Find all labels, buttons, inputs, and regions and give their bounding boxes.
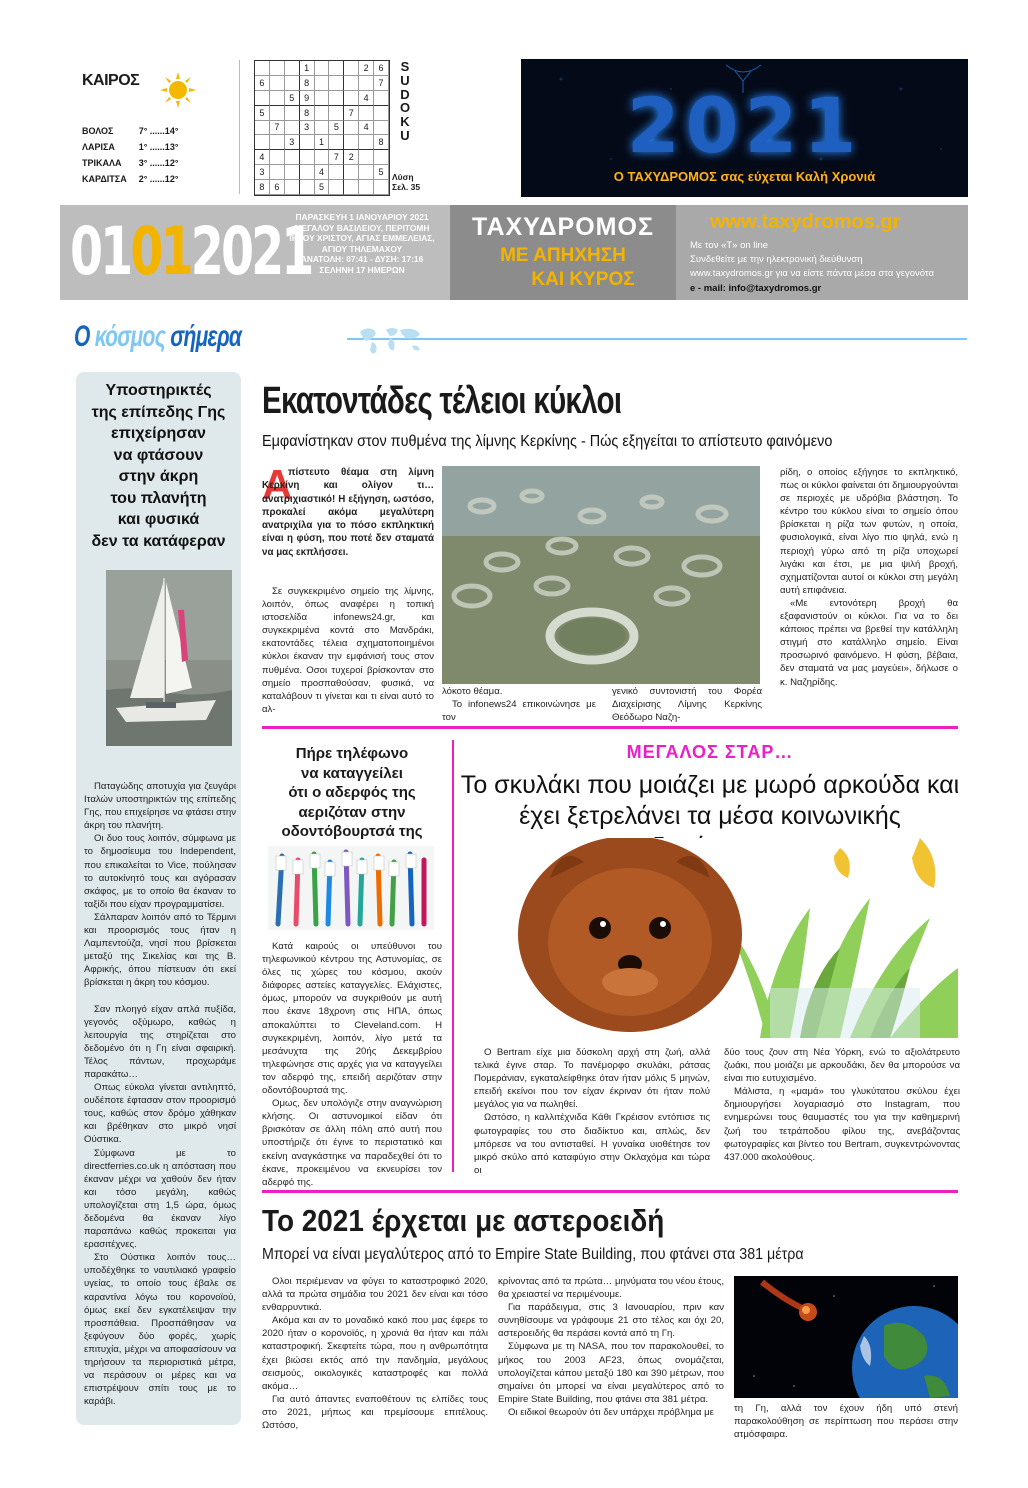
sudoku-cell <box>374 121 389 136</box>
sun-icon <box>160 72 196 108</box>
headline-line: να καταγγείλει <box>301 764 403 782</box>
weather-row <box>82 124 188 138</box>
sudoku-cell <box>329 106 344 121</box>
pomeranian-photo <box>510 838 958 1038</box>
sudoku-cell <box>285 165 300 180</box>
masthead-online-panel <box>676 205 968 300</box>
paragraph: Το infonews24 επικοινώνησε με τον <box>442 699 596 724</box>
headline-line: επιχείρησαν <box>111 425 206 442</box>
sudoku-cell <box>285 150 300 165</box>
lake-circles-photo <box>442 466 760 684</box>
slogan-line: ΜΕ ΑΠΗΧΗΣΗ <box>500 245 626 266</box>
paragraph: Παταγώδης αποτυχία για ζευγάρι Ιταλών υποστηρικτών της επίπεδης Γης, που επιχείρησε να φτάσει στην άκρη του πλανήτη. <box>84 781 236 832</box>
headline-line: Υποστηρικτές <box>105 382 212 399</box>
day-info-line: ΜΕΓΑΛΟΥ ΒΑΣΙΛΕΙΟΥ, ΠΕΡΙΤΟΜΗ <box>294 222 430 233</box>
sudoku-cell: 7 <box>329 150 344 165</box>
date-day: 01 <box>70 213 131 290</box>
headline-line: δεν τα κατάφεραν <box>91 532 226 550</box>
paragraph: Σύμφωνα με το directferries.co.uk η απόσταση που έκαναν μέχρι να χαθούν δεν ήταν και τόσο μεγάλη, καθώς υπολογίζεται στη 1,5 ώρα, όμως δεδομένα θα έκαναν λίγο παραπάνω καθώς προκειται για ερασιτέχνες. <box>84 1147 236 1251</box>
sudoku-cell: 7 <box>374 76 389 91</box>
article-column <box>262 1275 488 1432</box>
online-info <box>690 239 934 296</box>
weather-row <box>82 156 188 170</box>
paragraph: Σύμφωνα με τη NASA, που τον παρακολουθεί, το μήκος του 2003 AF23, όπως ονομάζεται, υπολογίζεται κάπου μεταξύ 180 και 390 μέτρων, που σημαίνει ότι μπορεί να είναι μεγαλύτερος από το Empire State Building, που φτάνει στα 381 μέτρα. <box>498 1341 724 1405</box>
new-year-banner <box>521 59 968 197</box>
article-column <box>474 1046 710 1177</box>
sudoku-cell <box>344 91 359 106</box>
sudoku-cell: 2 <box>359 61 374 76</box>
sudoku-cell <box>359 150 374 165</box>
sudoku-letter: D <box>400 86 410 102</box>
headline-line: και φυσικά <box>117 511 200 528</box>
article-lead: πίστευτο θέαμα στη λίμνη Κερκίνη και ολίγον τι… ανατριχιαστικό! Η εξήγηση, ωστόσο, προκαλεί ακόμα μεγαλύτερη ανατριχίλα για το πόσο εκπληκτική είναι η φύση, που ποτέ δεν σταματά να μας εκπλήσσει. <box>262 467 434 558</box>
sudoku-cell <box>344 165 359 180</box>
asteroid-earth-photo <box>734 1276 958 1398</box>
sudoku-cell <box>344 180 359 195</box>
sudoku-cell <box>300 180 315 195</box>
sudoku-cell <box>315 150 330 165</box>
sidebar-body <box>84 780 236 1408</box>
toothbrushes-photo <box>268 846 434 930</box>
sudoku-letter: U <box>400 72 410 88</box>
day-info-line: ΑΝΑΤΟΛΗ: 07:41 - ΔΥΣΗ: 17:16 <box>300 254 424 265</box>
section-title-part: σήμερα <box>170 320 242 353</box>
article-subheadline: Μπορεί να είναι μεγαλύτερος από το Empire State Building, που φτάνει στα 381 μέτρα <box>262 1246 804 1263</box>
sudoku-cell: 4 <box>359 91 374 106</box>
website-link[interactable]: www.taxydromos.gr <box>710 211 901 233</box>
day-info-line: ΣΕΛΗΝΗ 17 ΗΜΕΡΩΝ <box>319 264 405 275</box>
banner-caption: Ο ΤΑΧΥΔΡΟΜΟΣ σας εύχεται Καλή Χρονιά <box>613 169 876 184</box>
sudoku-cell: 6 <box>270 180 285 195</box>
paragraph: Σαν πλοηγό είχαν απλά πυξίδα, γεγονός οξύμωρο, καθώς η λειτουργία της στηρίζεται στο δεδομένο ότι η Γη είναι σφαιρική. Τέλος πάντων, προχωράμε παρακάτω… <box>84 1003 236 1080</box>
sudoku-cell <box>374 106 389 121</box>
sudoku-cell: 6 <box>255 76 270 91</box>
day-info-line: ΙΗΣΟΥ ΧΡΙΣΤΟΥ, ΑΓΙΑΣ ΕΜΜΕΛΕΙΑΣ, <box>289 233 435 244</box>
sudoku-cell: 9 <box>300 91 315 106</box>
headline-line: οδοντόβουρτσά της <box>281 823 423 840</box>
sudoku-letter: K <box>400 114 410 130</box>
weather-row <box>82 172 188 186</box>
headline-line: στην άκρη <box>118 468 199 485</box>
sudoku-cell <box>374 91 389 106</box>
article-headline: Το 2021 έρχεται με αστεροειδή <box>262 1203 665 1238</box>
section-divider <box>262 726 958 729</box>
weather-city: ΒΟΛΟΣ <box>82 126 114 136</box>
sudoku-cell <box>285 76 300 91</box>
weather-city: ΛΑΡΙΣΑ <box>82 142 115 152</box>
sudoku-cell: 8 <box>255 180 270 195</box>
sudoku-cell: 3 <box>285 135 300 150</box>
sudoku-cell <box>344 121 359 136</box>
drop-cap: Α <box>262 461 293 508</box>
sudoku-cell: 5 <box>255 106 270 121</box>
sudoku-cell <box>359 106 374 121</box>
paragraph: Οπως εύκολα γίνεται αντιληπτό, ουδέποτε έφτασαν στον προορισμό τους, καθώς στον δρόμο χάθηκαν και βρέθηκαν στο μικρό νησί Ούστικα. <box>84 1082 236 1146</box>
article-column <box>262 585 434 716</box>
day-info-line: ΠΑΡΑΣΚΕΥΗ 1 ΙΑΝΟΥΑΡΙΟΥ 2021 <box>295 212 429 222</box>
sudoku-solution-ref <box>392 172 420 192</box>
masthead-logo-panel <box>450 205 676 300</box>
sudoku-cell: 1 <box>300 61 315 76</box>
sudoku-cell <box>255 135 270 150</box>
sudoku-cell <box>359 165 374 180</box>
section-rule <box>347 338 967 340</box>
paragraph: Οι ειδικοί θεωρούν ότι δεν υπάρχει πρόβλημα με <box>508 1406 714 1418</box>
paragraph: Κατά καιρούς οι υπεύθυνοι του τηλεφωνικού κέντρου της Αστυνομίας, σε όλες τις χώρες του κόσμου, ακούν διάφορες αστείες καταγγελίες. Ελάχιστες, όμως, μπορούν να συγκριθούν με αυτή που έκανε 18χρονη στις ΗΠΑ, όπως αποκαλύπτει το Cleveland.com. Η συγκεκριμένη, λοιπόν, λίγο μετά τα μεσάνυχτα της 20ής Δεκεμβρίου τηλεφώνησε στις αρχές για να καταγγείλει τον αδερφό της, επειδή αεριζόταν στην οδοντόβουρτσά της. <box>262 941 442 1097</box>
sudoku-cell <box>329 61 344 76</box>
sudoku-cell <box>374 150 389 165</box>
sudoku-cell <box>255 61 270 76</box>
sudoku-cell <box>344 61 359 76</box>
paragraph: Ωστόσο, η καλλιτέχνιδα Κάθι Γκρέισον εντόπισε τις φωτογραφίες του στο διαδίκτυο και, απλώς, δεν μπόρεσε να του αντισταθεί. Η γυναίκα υιοθέτησε τον μικρό σκύλο από καταφύγιο στην Οκλαχόμα και τώρα οι <box>474 1112 710 1176</box>
article-body <box>262 940 442 1189</box>
sudoku-cell: 5 <box>374 165 389 180</box>
sudoku-label <box>398 60 412 143</box>
sudoku-cell <box>315 106 330 121</box>
article-headline <box>262 744 442 842</box>
sudoku-cell <box>344 135 359 150</box>
sudoku-cell <box>300 135 315 150</box>
headline-line: ότι ο αδερφός της <box>288 784 416 801</box>
email-link[interactable]: e - mail: info@taxydromos.gr <box>690 282 822 294</box>
paragraph: Ολοι περιέμεναν να φύγει το καταστροφικό 2020, αλλά τα πρώτα σημάδια του 2021 δεν είναι και τόσο ενθαρρυντικά. <box>262 1276 488 1314</box>
sudoku-cell: 4 <box>315 165 330 180</box>
sudoku-cell <box>255 91 270 106</box>
sudoku-cell <box>270 150 285 165</box>
headline-line: αεριζόταν στην <box>298 803 406 821</box>
sudoku-cell: 3 <box>255 165 270 180</box>
sudoku-cell <box>329 135 344 150</box>
masthead-date-panel <box>60 205 450 300</box>
paragraph: κρίνοντας από τα πρώτα… μηνύματα του νέου έτους, θα χρειαστεί να περιμένουμε. <box>498 1276 724 1301</box>
headline-line: Το σκυλάκι που μοιάζει με μωρό αρκούδα και <box>460 771 960 799</box>
sudoku-cell: 4 <box>255 150 270 165</box>
paragraph: Για αυτό άπαντες εναποθέτουν τις ελπίδες τους στο 2021, μήπως και πρεμίσουμε επιτέλους. Ωστόσο, <box>262 1393 488 1432</box>
paragraph: Ο Bertram είχε μια δύσκολη αρχή στη ζωή, αλλά τελικά έγινε σταρ. Το πανέμορφο σκυλάκι, ράτσας Πομεράνιαν, εγκαταλείφθηκε όταν ήταν μόλις 5 μηνών, επειδή εκείνοι που τον είχαν έκριναν ότι ήταν πολύ μεγάλος για να πωληθεί. <box>474 1047 710 1111</box>
weather-box <box>72 60 240 194</box>
sudoku-cell: 5 <box>329 121 344 136</box>
online-info-line: Συνδεθείτε με την ηλεκτρονική διεύθυνση <box>690 254 863 266</box>
sudoku-cell <box>315 91 330 106</box>
column-divider <box>452 740 454 1172</box>
sudoku-solution-page: Σελ. 35 <box>392 182 421 192</box>
paragraph: Ομως, δεν υπολόγιζε στην αναγνώριση κλήσης. Οι αστυνομικοί είδαν ότι βρισκόταν σε άλλη πόλη από αυτή που υποστήριζε ότι έγινε το περιστατικό και εκείνη αναγκάστηκε να παραδεχθεί ότι το έκανε, προκειμένου να εκνευρίσει τον αδερφό της. <box>262 1098 442 1188</box>
weather-range: 2° ......12° <box>138 174 179 184</box>
sudoku-cell <box>359 135 374 150</box>
article-column <box>612 685 762 724</box>
article-column <box>734 1402 958 1441</box>
paragraph: Στο Ούστικα λοιπόν τους… υποδέχθηκε το ναυτιλιακό γραφείο υγείας, το οποίο τους έβαλε σε καραντίνα λόγω του κορονοϊού, όμως εκεί δεν εγκατέλειψαν την προσπάθεια. Προσπάθησαν να ξεφύγουν δύο φορές, χωρίς επιτυχία, μέχρι να αποφασίσουν να τηρήσουν τα περιοριστικά μέτρα, να περάσουν οι μέρες και να επιστρέψουν σπίτι τους με το καράβι. <box>84 1252 236 1408</box>
sudoku-cell <box>285 180 300 195</box>
newspaper-name: ΤΑΧΥΔΡΟΜΟΣ <box>472 213 654 241</box>
paragraph: Σε συγκεκριμένο σημείο της λίμνης, λοιπόν, όπως αναφέρει η τοπική ιστοσελίδα infonews24.gr, και συγκεκριμένα κοντά στο Μανδράκι, εκατοντάδες τέλεια σχηματοποιημένοι κύκλοι έκαναν την εμφάνισή τους στον πυθμένα. Οσοι τυχεροί βρίσκονταν στο σημείο προσπαθούσαν, φυσικά, να καταλάβουν τι γίνεται και τι είναι αυτό το αλ- <box>262 586 434 715</box>
article-column <box>724 1046 960 1164</box>
day-info-line: ΑΓΙΟΥ ΤΗΛΕΜΑΧΟΥ <box>321 243 403 254</box>
section-divider <box>262 1190 958 1193</box>
weather-range: 3° ......12° <box>138 158 179 168</box>
sudoku-cell <box>285 61 300 76</box>
sudoku-cell <box>315 61 330 76</box>
slogan-line: ΚΑΙ ΚΥΡΟΣ <box>531 269 635 290</box>
sudoku-letter: S <box>400 59 410 74</box>
sudoku-cell <box>285 106 300 121</box>
sudoku-cell <box>270 165 285 180</box>
headline-line: να φτάσουν <box>113 446 204 464</box>
date-year: 2021 <box>190 213 312 290</box>
paragraph: δύο τους ζουν στη Νέα Υόρκη, ενώ το αξιολάτρευτο ζωάκι, που μοιάζει με αρκουδάκι, δεν θα μπορούσε να είναι πιο ευτυχισμένο. <box>724 1047 960 1085</box>
section-header <box>72 314 968 358</box>
online-info-line: Με τον «Τ» on line <box>690 240 769 251</box>
weather-range: 1° ......13° <box>138 142 179 152</box>
paragraph: Οι δυο τους λοιπόν, σύμφωνα με το δημοσίευμα του Independent, που επικαλείται το Vice, πούλησαν το αυτοκίνητό τους και αγόρασαν σκάφος, με το οποίο θα έκαναν το ταξίδι που είχαν προγραμματίσει. <box>84 833 236 910</box>
paragraph: Μάλιστα, η «μαμά» του γλυκύτατου σκύλου έχει δημιουργήσει λογαριασμό στο Instagram, που ενημερώνει τους θαυμαστές του για την καθημερινή ζωή του τετράποδου φίλου της, ανεβάζοντας φωτογραφίες και βίντεο του Bertram, συγκεντρώνοντας 437.000 ακολούθους. <box>724 1086 960 1163</box>
paragraph: γενικό συντονιστή του Φορέα Διαχείρισης Λίμνης Κερκίνης Θεόδωρο Ναζη- <box>612 686 762 724</box>
headline-line: της επίπεδης Γης <box>91 403 226 421</box>
paragraph: ρίδη, ο οποίος εξήγησε το εκπληκτικό, πως οι κύκλοι φαίνεται ότι δημιουργούνται σε περιοχές με υδρόβια βλάστηση. Το κέντρο του κύκλου είναι το σημείο όπου βρίσκεται η ρίζα των φυτών, η οποία, φυσιολογικά, είναι λίγο πιο ψηλά, ενώ η περιοχή γύρω από τη ρίζα υποχωρεί λιγάκι και έτσι, με μια ψιλή βροχή, σχηματίζονται αυτοί οι κύκλοι στη μεγάλη αυτή επιφάνεια. <box>780 467 958 596</box>
sudoku-cell <box>300 165 315 180</box>
weather-city: ΤΡΙΚΑΛΑ <box>82 158 122 168</box>
sudoku-cell <box>270 61 285 76</box>
paragraph: «Με εντονότερη βροχή θα εξαφανιστούν οι κύκλοι. Για να το δει κάποιος πρέπει να βρεθεί την κατάλληλη στιγμή στο κατάλληλο σημείο. Είναι προσωρινό φαινόμενο. Η φύση, βέβαια, δεν σταματά να μας μαγεύει», δήλωσε ο κ. Ναζηρίδης. <box>780 597 958 688</box>
weather-range: 7° ......14° <box>138 126 179 136</box>
sudoku-cell <box>315 121 330 136</box>
sudoku-cell <box>329 165 344 180</box>
sidebar-article <box>76 372 241 1425</box>
article-kicker: ΜΕΓΑΛΟΣ ΣΤΑΡ… <box>626 742 794 762</box>
section-title <box>74 320 241 354</box>
sudoku-cell <box>329 180 344 195</box>
sudoku-cell: 3 <box>300 121 315 136</box>
sudoku-letter: O <box>399 100 411 116</box>
sudoku-cell <box>270 135 285 150</box>
paragraph: λόκοτο θέαμα. <box>442 686 503 697</box>
sudoku-cell: 7 <box>344 106 359 121</box>
sudoku-cell <box>359 76 374 91</box>
sudoku-cell: 2 <box>344 150 359 165</box>
paragraph: Για παράδειγμα, στις 3 Ιανουαρίου, πριν καν συνηθίσουμε να γράφουμε 21 στο τέλος και όχι 20, αστεροειδής θα περάσει κοντά από τη Γη. <box>498 1302 724 1340</box>
sailboat-photo <box>106 570 232 746</box>
weather-city: ΚΑΡΔΙΤΣΑ <box>82 174 127 184</box>
sudoku-cell <box>315 76 330 91</box>
sudoku-cell: 4 <box>359 121 374 136</box>
sudoku-cell: 1 <box>315 135 330 150</box>
sudoku-cell: 6 <box>374 61 389 76</box>
banner-year: 2021 <box>626 81 863 170</box>
sudoku-cell: 8 <box>374 135 389 150</box>
masthead-date <box>70 213 312 290</box>
sudoku-cell <box>270 91 285 106</box>
world-map-icon <box>356 322 426 358</box>
sudoku-letter: U <box>400 127 410 143</box>
sudoku-cell <box>270 106 285 121</box>
sudoku-cell <box>270 76 285 91</box>
sudoku-cell <box>359 180 374 195</box>
paragraph: τη Γη, αλλά τον έχουν ήδη υπό στενή παρακολούθηση σε περίπτωση που περάσει στην ατμόσφαιρα. <box>734 1403 958 1441</box>
sudoku-cell: 5 <box>315 180 330 195</box>
sudoku-grid <box>254 60 390 196</box>
headline-line: Πήρε τηλέφωνο <box>295 745 409 762</box>
section-title-part: κόσμος <box>94 320 171 353</box>
headline-line: του πλανήτη <box>110 489 207 507</box>
sudoku-cell <box>255 121 270 136</box>
section-title-part: Ο <box>74 320 95 353</box>
masthead-day-info <box>278 212 446 276</box>
article-headline: Εκατοντάδες τέλειοι κύκλοι <box>262 380 622 422</box>
article-column <box>498 1275 724 1419</box>
article-column <box>780 466 958 689</box>
sudoku-cell <box>329 91 344 106</box>
sudoku-cell: 5 <box>285 91 300 106</box>
sudoku-cell: 8 <box>300 106 315 121</box>
paragraph: Σάλπαραν λοιπόν από το Τέρμινι και προορισμός τους ήταν η Λαμπεντούζα, νησί που βρίσκεται μεταξύ της Σικελίας και της Β. Αφρικής, όπου πίστευαν ότι εκεί βρίσκεται η άκρη του κόσμου. <box>84 911 236 989</box>
sudoku-cell <box>329 76 344 91</box>
sudoku-cell <box>374 180 389 195</box>
online-info-line: www.taxydromos.gr για να είστε πάντα μέσα στα γεγονότα <box>690 268 934 280</box>
sudoku-cell: 8 <box>300 76 315 91</box>
weather-row <box>82 140 188 154</box>
article-subheadline: Εμφανίστηκαν στον πυθμένα της λίμνης Κερκίνης - Πώς εξηγείται το απίστευτο φαινόμενο <box>262 433 833 450</box>
date-month: 01 <box>130 213 191 290</box>
sudoku-solution-label: Λύση <box>392 172 414 182</box>
sidebar-headline <box>80 380 237 552</box>
sudoku-cell <box>300 150 315 165</box>
paragraph: Ακόμα και αν το μοναδικό κακό που μας έφερε το 2020 ήταν ο κορονοϊός, η χρονιά θα ήταν και πάλι καταστροφική. Σκεφτείτε τώρα, που η ανθρωπότητα έχει βιώσει εκτός από την πανδημία, μεγάλους σεισμούς, οικολογικές καταστροφές και πολλά ακόμα… <box>262 1315 488 1392</box>
sudoku-cell <box>285 121 300 136</box>
sudoku-cell <box>344 76 359 91</box>
sudoku-cell: 7 <box>270 121 285 136</box>
article-column <box>442 685 596 724</box>
weather-table <box>80 122 190 188</box>
headline-line: έχει ξετρελάνει τα μέσα κοινωνικής <box>519 802 901 830</box>
weather-title: ΚΑΙΡΟΣ <box>82 72 140 89</box>
